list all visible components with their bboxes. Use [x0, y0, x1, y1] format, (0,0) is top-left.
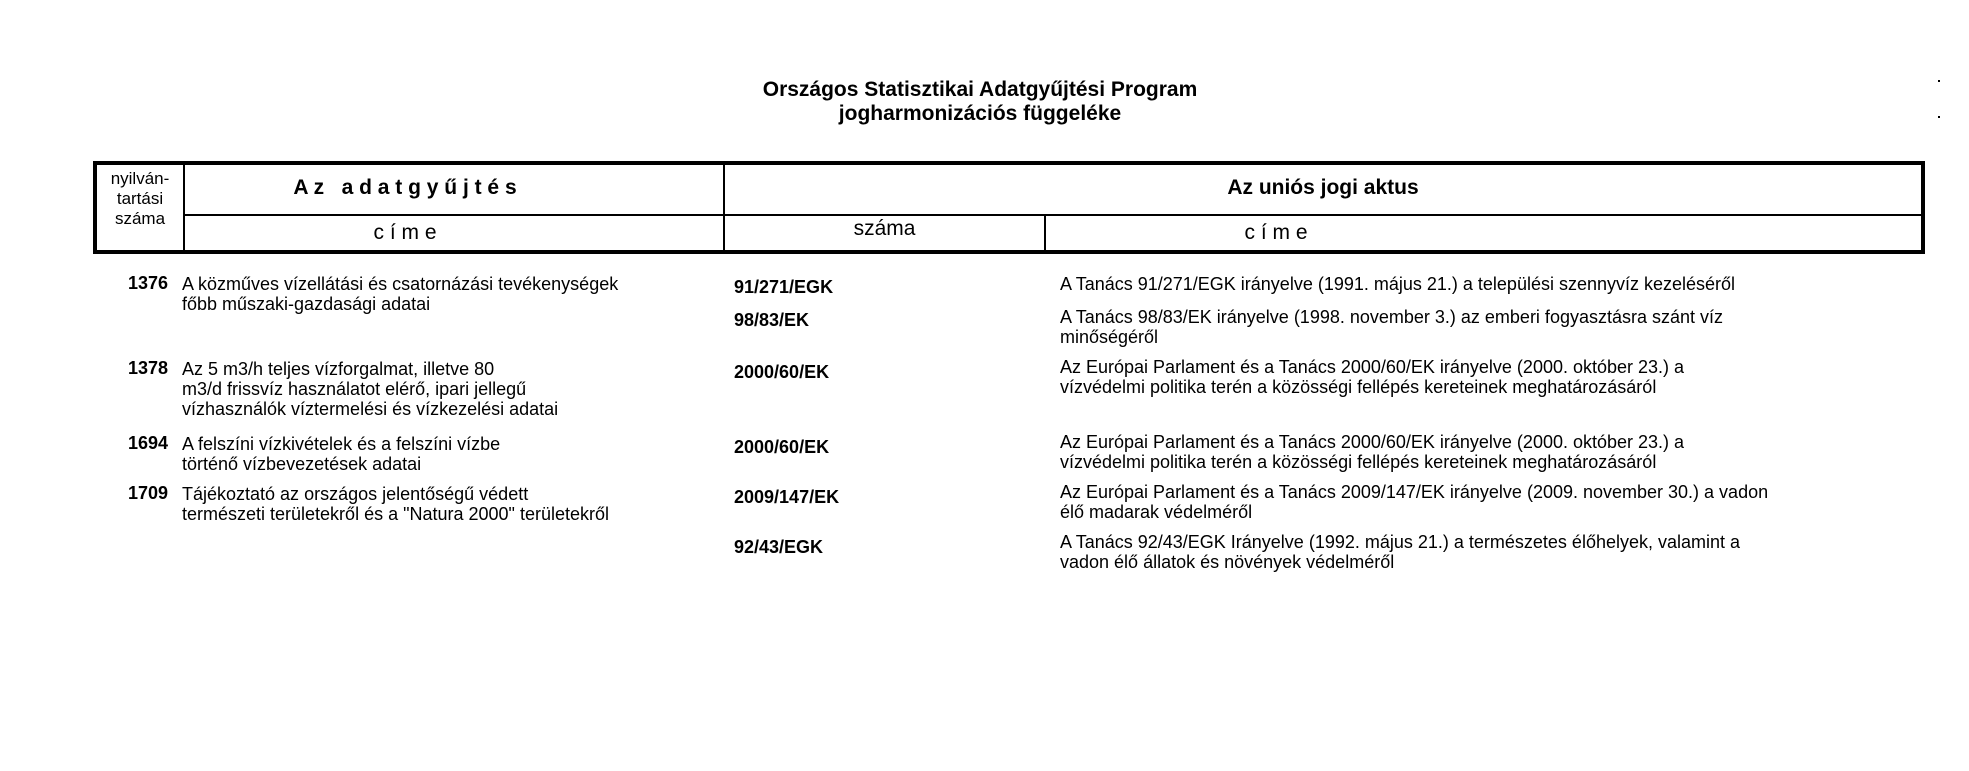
row-number: 1709: [127, 483, 168, 503]
act-number: 2009/147/EK: [734, 487, 840, 507]
row-title-line: A felszíni vízkivételek és a felszíni vízbe: [182, 434, 501, 454]
row-title: [182, 434, 702, 474]
act-title-line: élő madarak védelméről: [1060, 502, 1253, 522]
act-title-line: Az Európai Parlament és a Tanács 2009/147/EK irányelve (2009. november 30.) a vadon: [1060, 482, 1769, 502]
row-title-line: főbb műszaki-gazdasági adatai: [182, 294, 431, 314]
row-title-line: m3/d frissvíz használatot elérő, ipari jellegű: [182, 379, 527, 399]
header-unios-jogi-aktus: Az uniós jogi aktus: [1227, 176, 1419, 199]
act-title-line: Az Európai Parlament és a Tanács 2000/60/EK irányelve (2000. október 23.) a: [1060, 432, 1685, 452]
row-divider: [183, 214, 1921, 216]
page-subtitle: jogharmonizációs függeléke: [838, 102, 1122, 125]
row-title-line: természeti területekről és a "Natura 2000" területekről: [182, 504, 609, 524]
margin-mark: [1938, 80, 1940, 82]
header-adatgyujtes: A z a d a t g y ű j t é s: [293, 176, 517, 199]
act-title-line: Az Európai Parlament és a Tanács 2000/60/EK irányelve (2000. október 23.) a: [1060, 357, 1685, 377]
row-title-line: Tájékoztató az országos jelentőségű védett: [182, 484, 529, 504]
act-title-line: A Tanács 98/83/EK irányelve (1998. november 3.) az emberi fogyasztásra szánt víz: [1060, 307, 1724, 327]
act-title-line: vízvédelmi politika terén a közösségi fellépés kereteinek meghatározásáról: [1060, 377, 1657, 397]
row-number: 1376: [127, 273, 168, 293]
act-number: 2000/60/EK: [734, 437, 830, 457]
row-title-line: Az 5 m3/h teljes vízforgalmat, illetve 80: [182, 359, 495, 379]
header-aktus-cime: c í m e: [1244, 221, 1308, 244]
act-title-line: A Tanács 92/43/EGK Irányelve (1992. május 21.) a természetes élőhelyek, valamint a: [1060, 532, 1741, 552]
row-title: [182, 274, 702, 314]
act-number: 98/83/EK: [734, 310, 810, 330]
header-nyilvantartasi-szama: [97, 169, 183, 229]
header-nyilv-line2: tartási: [116, 189, 164, 208]
act-title-line: minőségéről: [1060, 327, 1159, 347]
margin-mark: [1938, 116, 1940, 118]
page-title: Országos Statisztikai Adatgyűjtési Program: [762, 78, 1198, 101]
act-title: [1060, 432, 1920, 472]
row-number: 1378: [127, 358, 168, 378]
act-title: [1060, 482, 1920, 522]
header-nyilv-line1: nyilván-: [110, 169, 170, 188]
row-title-line: vízhasználók víztermelési és vízkezelési adatai: [182, 399, 559, 419]
act-title: [1060, 532, 1920, 572]
act-number: 91/271/EGK: [734, 277, 834, 297]
header-adatgyujtes-cime: c í m e: [373, 221, 437, 244]
act-number: 92/43/EGK: [734, 537, 824, 557]
act-title: [1060, 357, 1920, 397]
act-title-line: vadon élő állatok és növények védelméről: [1060, 552, 1395, 572]
header-aktus-szama: száma: [853, 217, 916, 240]
header-nyilv-line3: száma: [114, 209, 166, 228]
row-title-line: történő vízbevezetések adatai: [182, 454, 422, 474]
act-title: [1060, 307, 1920, 347]
table-header: [93, 161, 1925, 254]
act-title: [1060, 274, 1920, 294]
act-title-line: vízvédelmi politika terén a közösségi fellépés kereteinek meghatározásáról: [1060, 452, 1657, 472]
act-number: 2000/60/EK: [734, 362, 830, 382]
row-number: 1694: [127, 433, 168, 453]
row-title: [182, 484, 702, 524]
row-title: [182, 359, 702, 419]
row-title-line: A közműves vízellátási és csatornázási tevékenységek: [182, 274, 619, 294]
act-title-line: A Tanács 91/271/EGK irányelve (1991. május 21.) a települési szennyvíz kezeléséről: [1060, 274, 1736, 294]
